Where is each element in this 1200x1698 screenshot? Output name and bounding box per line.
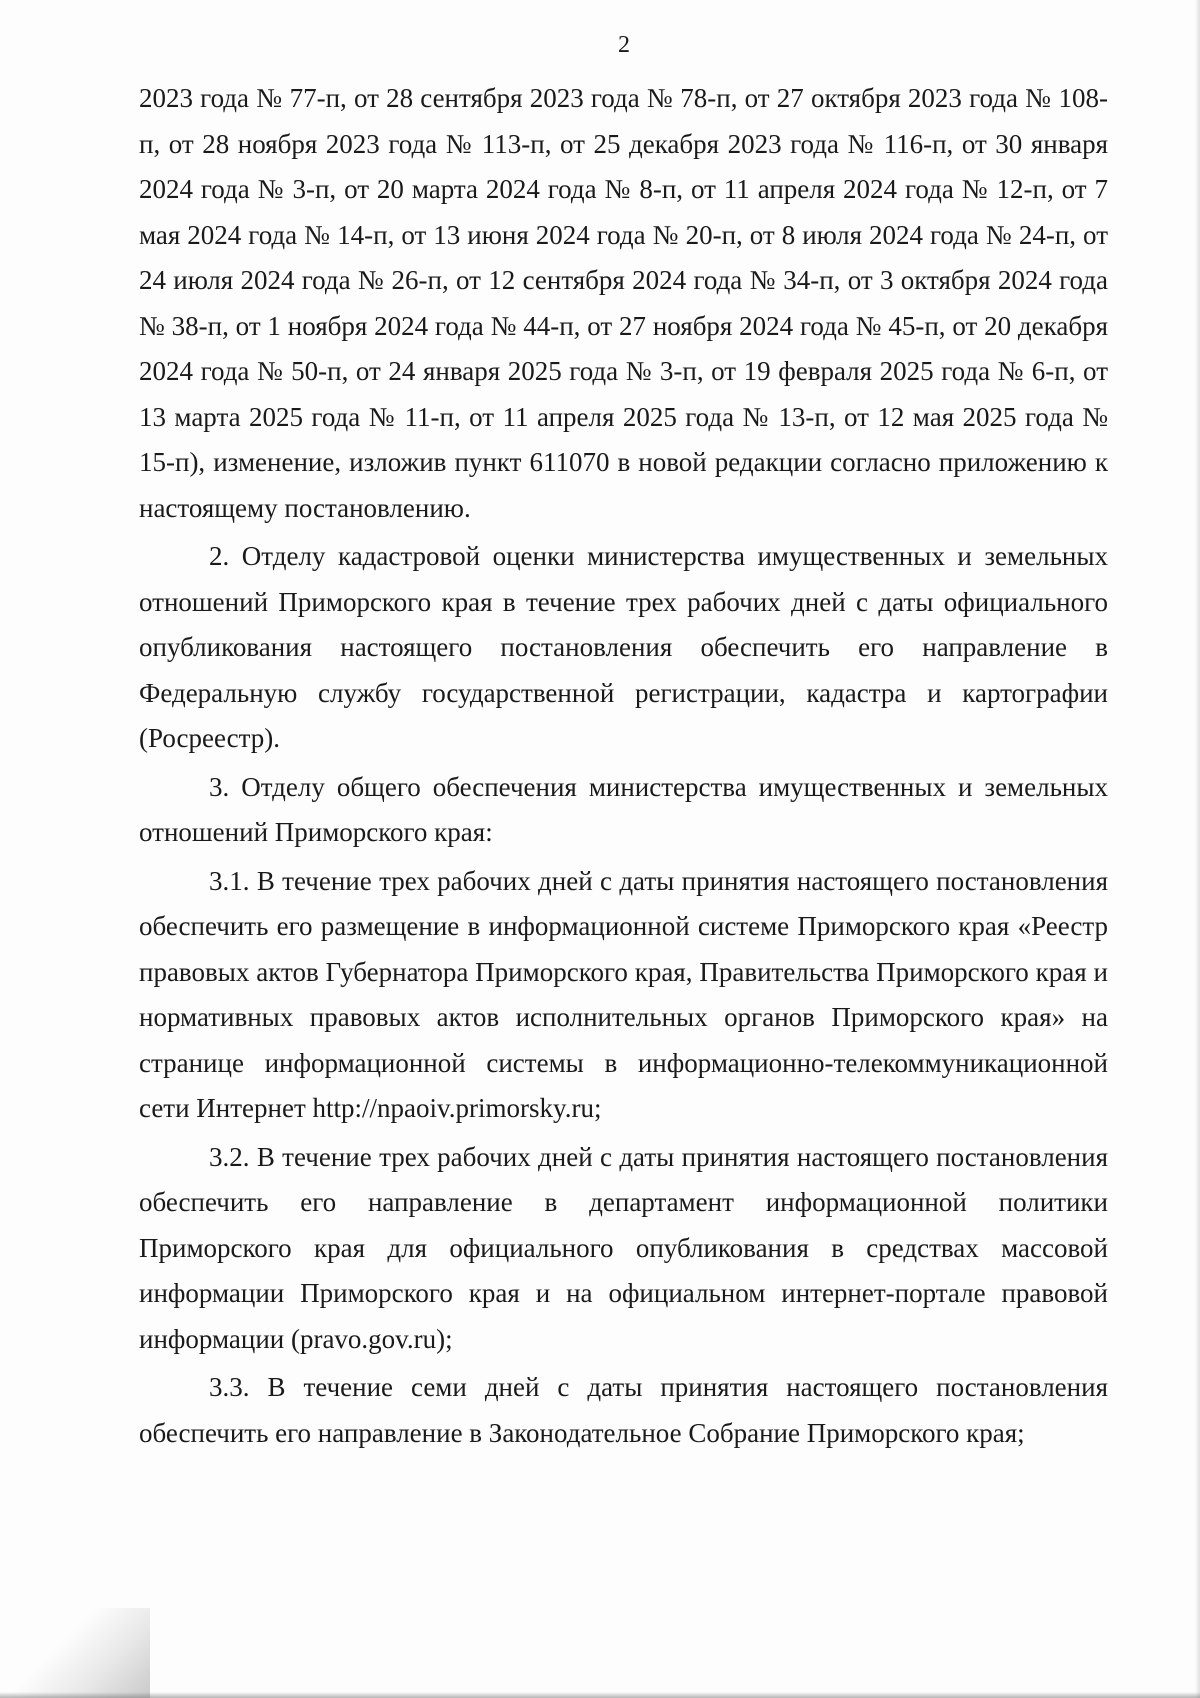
paragraph-3-2-publication: 3.2. В течение трех рабочих дней с даты принятия настоящего постановления обеспечить его направление в департамент информационной политики Приморского края для официального опубликования в средствах массовой информации Приморского края и на официальном интернет-портале правовой информации (pravo.gov.ru);	[139, 1141, 1108, 1354]
paragraph-2-cadastral-department: 2. Отделу кадастровой оценки министерства имущественных и земельных отношений Приморского края в течение трех рабочих дней с даты официального опубликования настоящего постановления обеспечить его направление в Федеральную службу государственной регистрации, кадастра и картографии (Росреестр).	[139, 541, 1108, 753]
paragraph-amendments-list: 2023 года № 77-п, от 28 сентября 2023 года № 78-п, от 27 октября 2023 года № 108-п, от 28 ноября 2023 года № 113-п, от 25 декабря 2023 года № 116-п, от 30 января 2024 года № 3-п, от 20 марта 2024 года № 8-п, от 11 апреля 2024 года № 12-п, от 7 мая 2024 года № 14-п, от 13 июня 2024 года № 20-п, от 8 июля 2024 года № 24-п, от 24 июля 2024 года № 26-п, от 12 сентября 2024 года № 34-п, от 3 октября 2024 года № 38-п, от 1 ноября 2024 года № 44-п, от 27 ноября 2024 года № 45-п, от 20 декабря 2024 года № 50-п, от 24 января 2025 года № 3-п, от 19 февраля 2025 года № 6-п, от 13 марта 2025 года № 11-п, от 11 апреля 2025 года № 13-п, от 12 мая 2025 года № 15-п), изменение, изложив пункт 611070 в новой редакции согласно приложению к настоящему постановлению.	[139, 83, 1108, 523]
scan-edge-shadow	[1195, 0, 1200, 1698]
paragraph-3-1-registry-placement: 3.1. В течение трех рабочих дней с даты принятия настоящего постановления обеспечить его размещение в информационной системе Приморского края «Реестр правовых актов Губернатора Приморского края, Правительства Приморского края и нормативных правовых актов исполнительных органов Приморского края» на странице информационной системы в информационно-телекоммуникационной сети Интернет http://npaoiv.primorsky.ru;	[139, 865, 1108, 1123]
paragraph-3-general-support-department: 3. Отделу общего обеспечения министерства имущественных и земельных отношений Приморского края:	[139, 771, 1108, 847]
scan-bottom-edge	[0, 1692, 1200, 1698]
document-body	[139, 76, 1108, 1456]
paragraph-3-3-legislative-assembly: 3.3. В течение семи дней с даты принятия настоящего постановления обеспечить его направление в Законодательное Собрание Приморского края;	[139, 1372, 1108, 1448]
page-number: 2	[618, 32, 630, 58]
scan-corner-shadow	[0, 1608, 150, 1698]
